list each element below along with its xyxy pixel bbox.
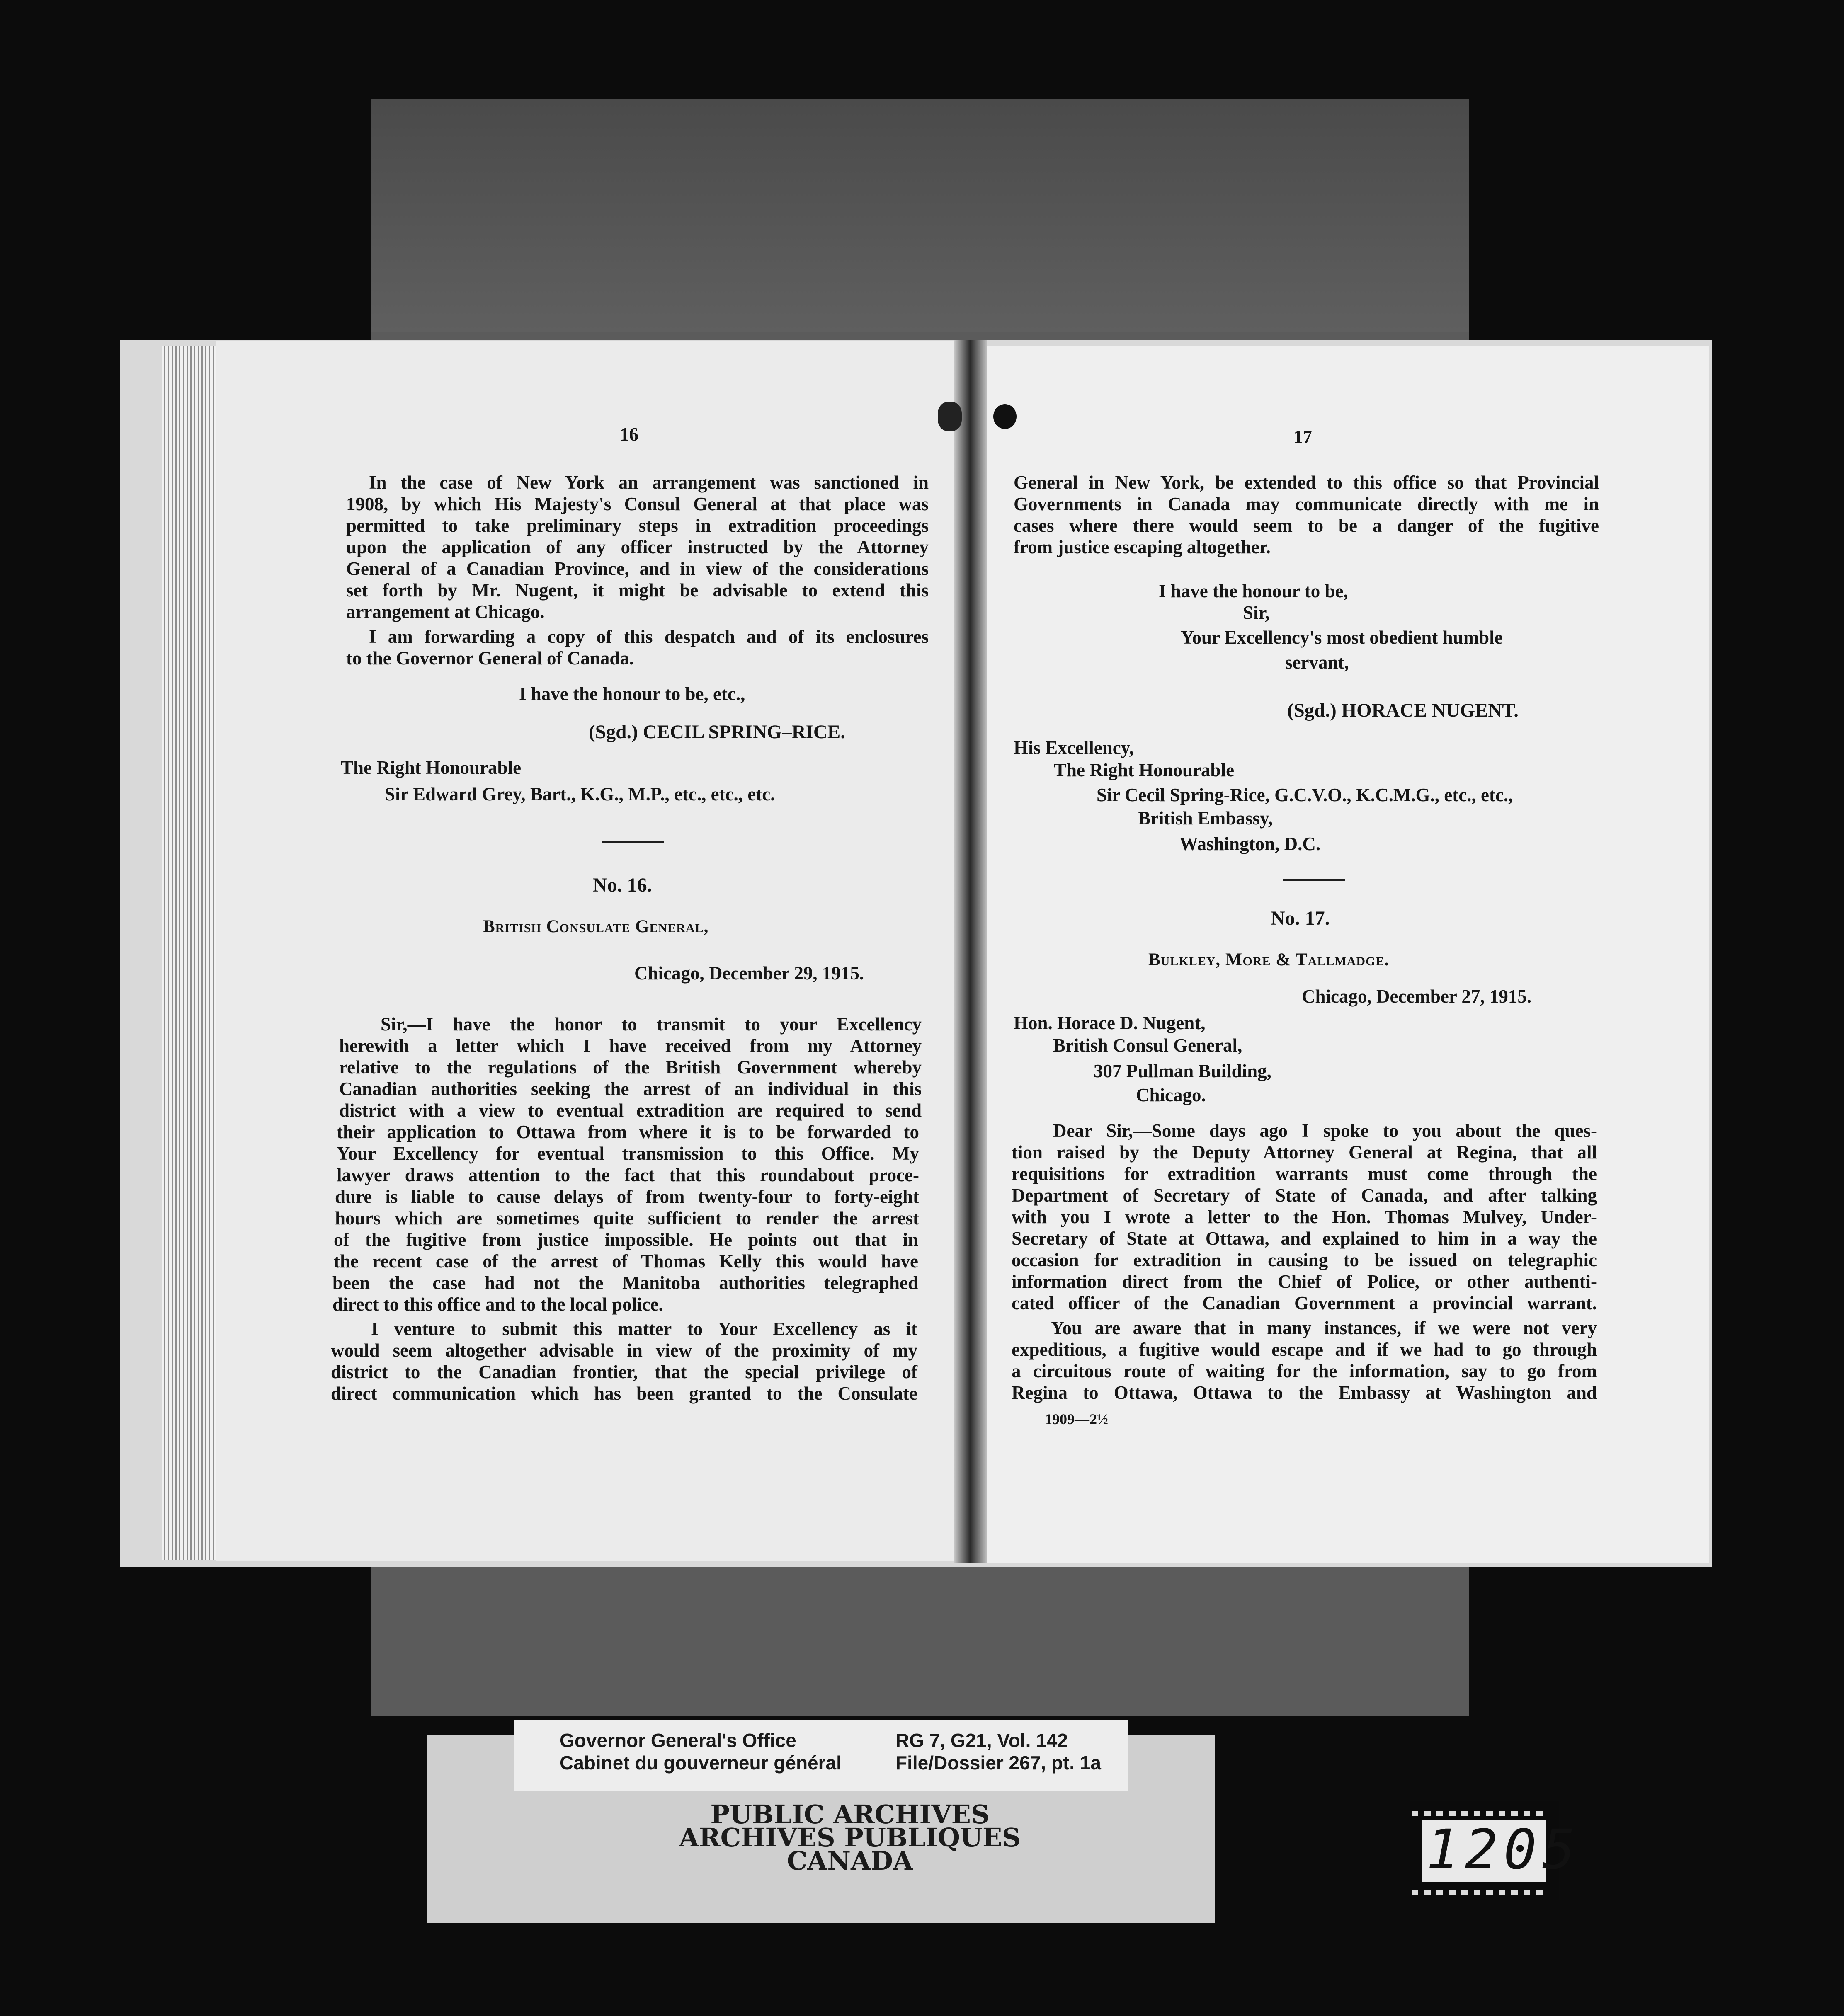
left-letter-line: herewith a letter which I have received from my Attorney xyxy=(339,1035,922,1056)
left-letter-line: Sir,—I have the honor to transmit to your Excellency xyxy=(381,1014,922,1035)
left-para1-line: 1908, by which His Majesty's Consul General at that place was xyxy=(346,494,929,514)
right-closing-2: Sir, xyxy=(1243,602,1270,623)
right-letter-line: cated officer of the Canadian Government a provincial warrant. xyxy=(1012,1293,1597,1313)
binding-blot-right xyxy=(993,404,1017,429)
right-letter2-line: expeditious, a fugitive would escape and if we had to go through xyxy=(1012,1339,1597,1360)
left-addressee-1: The Right Honourable xyxy=(341,757,522,778)
right-page-number: 17 xyxy=(1293,426,1312,447)
right-letter-line: Dear Sir,—Some days ago I spoke to you about the ques- xyxy=(1053,1120,1597,1141)
left-letter-line: their application to Ottawa from where it is to be forwarded to xyxy=(337,1122,919,1142)
right-letter-line: occasion for extradition in causing to be issued on telegraphic xyxy=(1012,1250,1597,1270)
left-para1-line: In the case of New York an arrangement was sanctioned in xyxy=(369,472,929,493)
archive-file: File/Dossier 267, pt. 1a xyxy=(895,1752,1102,1774)
right-letter-line: information direct from the Chief of Police, or other authenti- xyxy=(1012,1271,1597,1292)
left-para1-line: permitted to take preliminary steps in extradition proceedings xyxy=(346,515,929,536)
binding-blot-left xyxy=(938,402,962,431)
archive-office-fr: Cabinet du gouverneur général xyxy=(560,1752,842,1774)
left-letter-line: Your Excellency for eventual transmission to this Office. My xyxy=(337,1143,919,1164)
right-signature-mark: 1909—2½ xyxy=(1045,1411,1108,1427)
left-letter-line: the recent case of the arrest of Thomas Kelly this would have xyxy=(334,1251,918,1272)
right-letter2-line: You are aware that in many instances, if we were not very xyxy=(1051,1318,1597,1338)
film-perforations-top xyxy=(1412,1811,1548,1816)
left-dateline: Chicago, December 29, 1915. xyxy=(634,963,864,984)
left-letter-line: direct to this office and to the local police. xyxy=(332,1294,663,1315)
left-letter2-line: direct communication which has been granted to the Consulate xyxy=(331,1383,917,1404)
left-letter-line: been the case had not the Manitoba authorities telegraphed xyxy=(332,1272,918,1293)
archive-reference: RG 7, G21, Vol. 142 xyxy=(895,1730,1068,1751)
right-closing-4: servant, xyxy=(1285,652,1349,673)
archive-office-en: Governor General's Office xyxy=(560,1730,796,1751)
left-para2-line: I am forwarding a copy of this despatch and of its enclosures xyxy=(369,626,929,647)
right-letter2-line: Regina to Ottawa, Ottawa to the Embassy at Washington and xyxy=(1012,1382,1597,1403)
stamp-line-2: ARCHIVES PUBLIQUES xyxy=(679,1822,1021,1853)
left-divider xyxy=(602,841,664,843)
right-para1-line: Governments in Canada may communicate directly with me in xyxy=(1014,494,1599,514)
left-letter-line: Canadian authorities seeking the arrest of an individual in this xyxy=(339,1078,922,1099)
right-closing-1: I have the honour to be, xyxy=(1159,581,1348,601)
right-letter-line: Department of Secretary of State of Canada, and after talking xyxy=(1012,1185,1597,1206)
right-dateline: Chicago, December 27, 1915. xyxy=(1302,986,1532,1007)
right-letter-line: requisitions for extradition warrants must come through the xyxy=(1012,1163,1597,1184)
left-letter-line: hours which are sometimes quite sufficient to render the arrest xyxy=(335,1208,919,1228)
archives-stamp xyxy=(622,1799,1078,1876)
right-doc-number: No. 17. xyxy=(1271,907,1330,929)
right-addr-1: His Excellency, xyxy=(1014,737,1134,758)
left-doc-number: No. 16. xyxy=(593,874,652,896)
right-letter-line: Secretary of State at Ottawa, and explained to him in a way the xyxy=(1012,1228,1597,1249)
right-closing-3: Your Excellency's most obedient humble xyxy=(1181,627,1503,648)
right-addr-3: Sir Cecil Spring-Rice, G.C.V.O., K.C.M.G., etc., etc., xyxy=(1097,785,1513,805)
left-letter2-line: would seem altogether advisable in view of the proximity of my xyxy=(331,1340,917,1361)
right-para1-line: cases where there would seem to be a danger of the fugitive xyxy=(1014,515,1599,536)
right-para1-line: General in New York, be extended to this office so that Provincial xyxy=(1014,472,1599,493)
right-addr-2: The Right Honourable xyxy=(1054,760,1235,780)
right-recipient-2: British Consul General, xyxy=(1053,1035,1242,1056)
right-letter-line: with you I wrote a letter to the Hon. Thomas Mulvey, Under- xyxy=(1012,1207,1597,1227)
left-letter-line: dure is liable to cause delays of from twenty-four to forty-eight xyxy=(335,1186,919,1207)
left-closing: I have the honour to be, etc., xyxy=(519,683,745,704)
right-para1-line: from justice escaping altogether. xyxy=(1014,537,1271,557)
right-recipient-3: 307 Pullman Building, xyxy=(1094,1061,1271,1081)
left-para2-line: to the Governor General of Canada. xyxy=(346,648,634,669)
right-heading: Bulkley, More & Tallmadge. xyxy=(1148,950,1390,969)
left-para1-line: General of a Canadian Province, and in view of the considerations xyxy=(346,558,929,579)
left-signature: (Sgd.) CECIL SPRING–RICE. xyxy=(589,721,845,743)
book-gutter xyxy=(954,340,987,1563)
left-letter2-line: district to the Canadian frontier, that the special privilege of xyxy=(331,1362,917,1382)
left-letter-line: relative to the regulations of the British Government whereby xyxy=(339,1057,922,1078)
left-heading: British Consulate General, xyxy=(483,917,709,936)
right-letter2-line: a circuitous route of waiting for the information, say to go from xyxy=(1012,1361,1597,1381)
left-letter-line: district with a view to eventual extradition are required to send xyxy=(339,1100,922,1121)
right-divider xyxy=(1283,879,1345,881)
film-perforations-bottom xyxy=(1412,1890,1548,1895)
frame-counter-digits: 1205 xyxy=(1426,1818,1581,1882)
right-letter-line: tion raised by the Deputy Attorney General at Regina, that all xyxy=(1012,1142,1597,1163)
left-para1-line: set forth by Mr. Nugent, it might be advisable to extend this xyxy=(346,580,929,601)
right-addr-5: Washington, D.C. xyxy=(1179,834,1321,854)
left-letter-line: of the fugitive from justice impossible. He points out that in xyxy=(334,1229,918,1250)
page-edges xyxy=(162,346,220,1560)
backing-card-shade xyxy=(371,99,1469,332)
left-para1-line: arrangement at Chicago. xyxy=(346,601,545,622)
right-signature: (Sgd.) HORACE NUGENT. xyxy=(1287,700,1519,721)
left-letter2-line: I venture to submit this matter to Your Excellency as it xyxy=(371,1318,917,1339)
left-letter-line: lawyer draws attention to the fact that this roundabout proce- xyxy=(337,1165,919,1185)
right-addr-4: British Embassy, xyxy=(1138,808,1273,829)
left-page-number: 16 xyxy=(620,424,638,445)
stamp-line-3: CANADA xyxy=(786,1846,913,1876)
right-recipient-1: Hon. Horace D. Nugent, xyxy=(1014,1013,1206,1033)
left-addressee-2: Sir Edward Grey, Bart., K.G., M.P., etc., etc., etc. xyxy=(385,784,775,804)
right-recipient-4: Chicago. xyxy=(1136,1085,1206,1105)
left-para1-line: upon the application of any officer instructed by the Attorney xyxy=(346,537,929,557)
stamp-line-1: PUBLIC ARCHIVES xyxy=(710,1799,990,1829)
